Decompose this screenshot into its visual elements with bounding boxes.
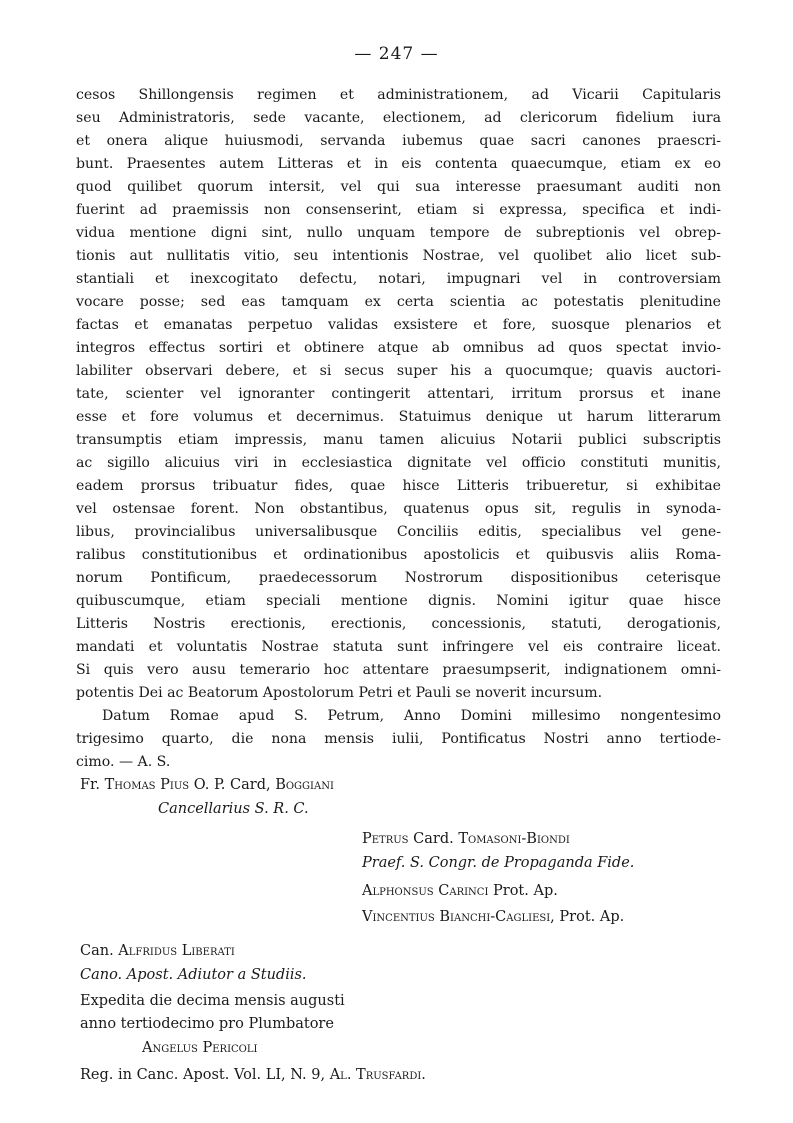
text-line: bunt. Praesentes autem Litteras et in eis contenta quaecumque, etiam ex eo [76, 156, 721, 172]
protonotary-name: Alphonsus Carinci [362, 883, 489, 899]
protonotary-title: Prot. Ap. [493, 883, 558, 899]
protonotary-signature [362, 906, 624, 928]
text-line: cesos Shillongensis regimen et administrationem, ad Vicarii Capitularis [76, 87, 721, 103]
text-line: integros effectus sortiri et obtinere atque ab omnibus ad quos spectat invio- [76, 340, 721, 356]
text-line: seu Administratoris, sede vacante, electionem, ad clericorum fidelium iura [76, 110, 721, 126]
text-line: et onera alique huiusmodi, servanda iubemus quae sacri canones praescri- [76, 133, 721, 149]
text-line: mandati et voluntatis Nostrae statuta sunt infringere vel eis contraire liceat. [76, 639, 721, 655]
text-line: tate, scienter vel ignoranter contingerit attentari, irritum prorsus et inane [76, 386, 721, 402]
prefect-office: Praef. S. Congr. de Propaganda Fide. [362, 855, 635, 871]
dating-line: Datum Romae apud S. Petrum, Anno Domini millesimo nongentesimo [102, 708, 721, 724]
text-line: quibuscumque, etiam speciali mentione dignis. Nomini igitur quae hisce [76, 593, 721, 609]
dating-line: trigesimo quarto, die nona mensis iulii, Pontificatus Nostri anno tertiode- [76, 731, 721, 747]
text-line: Si quis vero ausu temerario hoc attentare praesumpserit, indignationem omni- [76, 662, 721, 678]
text-line: esse et fore volumus et decernimus. Statuimus denique ut harum litterarum [76, 409, 721, 425]
plumbator-name: Angelus Pericoli [142, 1040, 258, 1056]
expedition-note: anno tertiodecimo pro Plumbatore [80, 1016, 334, 1032]
text-line: transumptis etiam impressis, manu tamen alicuius Notarii publici subscriptis [76, 432, 721, 448]
text-line: vel ostensae forent. Non obstantibus, quatenus opus sit, regulis in synoda- [76, 501, 721, 517]
prefect-name: Petrus [362, 831, 409, 847]
protonotary-signature [362, 880, 558, 902]
text-line: eadem prorsus tribuatur fides, quae hisce Litteris tribueretur, si exhibitae [76, 478, 721, 494]
protonotary-name: Vincentius Bianchi-Cagliesi, [362, 909, 555, 925]
expedition-note: Expedita die decima mensis augusti [80, 993, 345, 1009]
canon-prefix: Can. [80, 943, 114, 959]
text-line: tionis aut nullitatis vitio, seu intentionis Nostrae, vel quolibet alio licet sub- [76, 248, 721, 264]
bull-body-text [76, 84, 721, 774]
cardinal-signature [80, 774, 334, 796]
cardinal-office: Cancellarius S. R. C. [158, 801, 309, 817]
cardinal-name: Thomas Pius [104, 777, 190, 793]
registry-note [80, 1064, 426, 1086]
cardinal-title: O. P. Card, [193, 777, 271, 793]
canon-name: Alfridus Liberati [118, 943, 235, 959]
canon-office: Cano. Apost. Adiutor a Studiis. [80, 967, 307, 983]
text-line: ac sigillo alicuius viri in ecclesiastica dignitate vel officio constituti munitis, [76, 455, 721, 471]
text-line: ralibus constitutionibus et ordinationibus apostolicis et quibusvis aliis Roma- [76, 547, 721, 563]
dating-line: cimo. — A. S. [76, 754, 171, 770]
text-line: vocare posse; sed eas tamquam ex certa scientia ac potestatis plenitudine [76, 294, 721, 310]
text-line: potentis Dei ac Beatorum Apostolorum Petri et Pauli se noverit incursum. [76, 685, 603, 701]
text-line: vidua mentione digni sint, nullo unquam tempore de subreptionis vel obrep- [76, 225, 721, 241]
cardinal-prefix: Fr. [80, 777, 101, 793]
prefect-surname: Tomasoni-Biondi [458, 831, 570, 847]
text-line: factas et emanatas perpetuo validas exsistere et fore, suosque plenarios et [76, 317, 721, 333]
page-number: — 247 — [354, 44, 439, 64]
protonotary-title: Prot. Ap. [559, 909, 625, 925]
canon-signature [80, 940, 235, 962]
text-line: norum Pontificum, praedecessorum Nostrorum dispositionibus ceterisque [76, 570, 721, 586]
cardinal-surname: Boggiani [275, 777, 334, 793]
text-line: labiliter observari debere, et si secus super his a quocumque; quavis auctori- [76, 363, 721, 379]
registry-reference: Reg. in Canc. Apost. Vol. LI, N. 9, [80, 1067, 326, 1083]
prefect-title: Card. [413, 831, 454, 847]
text-line: libus, provincialibus universalibusque Conciliis editis, specialibus vel gene- [76, 524, 721, 540]
text-line: fuerint ad praemissis non consenserint, etiam si expressa, specifica et indi- [76, 202, 721, 218]
registrar-name: Al. Trusfardi. [329, 1067, 426, 1083]
text-line: stantiali et inexcogitato defectu, notari, impugnari vel in controversiam [76, 271, 721, 287]
text-line: quod quilibet quorum intersit, vel qui sua interesse praesumant auditi non [76, 179, 721, 195]
text-line: Litteris Nostris erectionis, erectionis, concessionis, statuti, derogationis, [76, 616, 721, 632]
prefect-signature [362, 828, 570, 850]
